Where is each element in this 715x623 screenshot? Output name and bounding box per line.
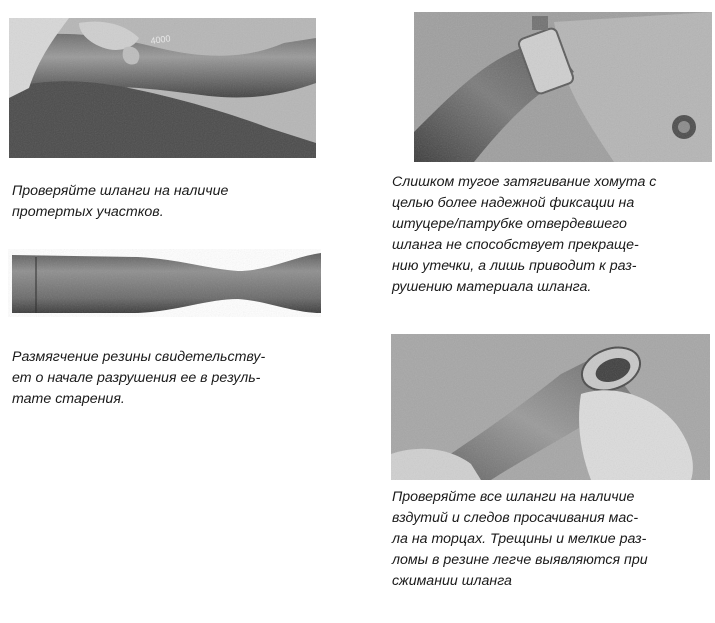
caption-line: ла на торцах. Трещины и мелкие раз- [392,531,647,547]
caption-line: целью более надежной фиксации на [392,195,635,211]
hose-squeeze-photo [391,334,710,480]
straight-hose-photo [8,249,321,317]
caption-line: рушению материала шланга. [392,279,592,295]
caption-line: Проверяйте все шланги на наличие [392,489,635,505]
caption-line: вздутий и следов просачивания мас- [392,510,639,526]
hose-clamp-photo [414,12,712,162]
hose-in-hand-photo [9,18,316,158]
caption-line: сжимании шланга [392,573,512,589]
caption-hose-worn-areas [12,181,312,223]
caption-hose-squeeze-check [392,487,704,592]
caption-line: Проверяйте шланги на наличие [12,183,229,199]
caption-clamp-overtightening [392,172,704,298]
caption-line: Слишком тугое затягивание хомута с [392,174,657,190]
caption-line: штуцере/патрубке отвердевшего [392,216,627,232]
caption-line: шланга не способствует прекраще- [392,237,639,253]
caption-line: протертых участков. [12,204,164,220]
caption-line: Размягчение резины свидетельству- [12,349,266,365]
hose-marking-text: 4000 [149,33,172,46]
caption-line: ет о начале разрушения ее в резуль- [12,370,261,386]
caption-line: ломы в резине легче выявляются при [392,552,648,568]
caption-hose-softening [12,347,322,410]
caption-line: нию утечки, а лишь приводит к раз- [392,258,637,274]
caption-line: тате старения. [12,391,125,407]
